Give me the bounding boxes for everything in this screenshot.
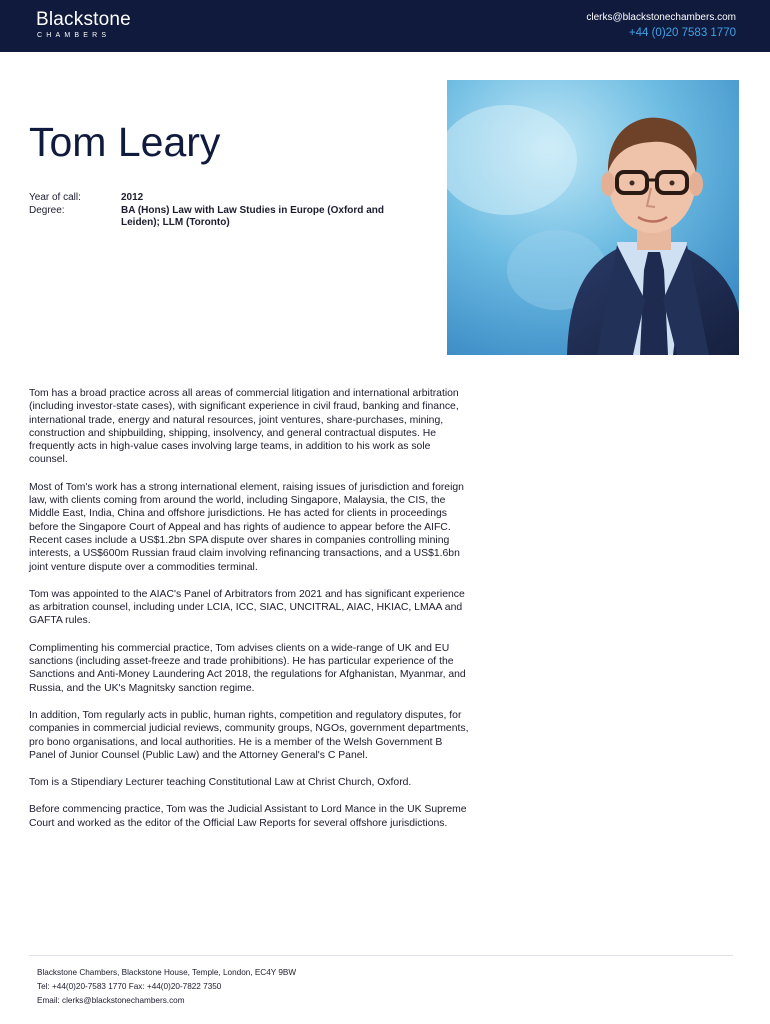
footer — [29, 955, 733, 1008]
footer-divider — [29, 955, 733, 956]
bio-paragraph: Tom has a broad practice across all areas of commercial litigation and international arbitration (including investor-state cases), with significant experience in civil fraud, banking and finance, international trade, energy and natural resources, joint ventures, share-purchases, mining, construction and shipbuilding, shipping, insolvency, and general contractual disputes. He frequently acts in high-value cases involving large teams, in addition to his work as sole counsel. — [29, 388, 459, 466]
detail-value: 2012 — [121, 192, 144, 203]
header-contact — [586, 11, 736, 41]
detail-label: Degree: — [29, 204, 65, 216]
profile-name: Tom Leary — [29, 119, 221, 165]
logo-subtitle: CHAMBERS — [37, 32, 111, 39]
footer-email[interactable]: Email: clerks@blackstonechambers.com — [37, 996, 185, 1005]
detail-label: Year of call: — [29, 192, 81, 203]
profile-details — [29, 192, 421, 230]
footer-contact — [37, 966, 733, 1008]
logo-wordmark: Blackstone — [36, 9, 131, 30]
portrait-illustration — [447, 80, 739, 355]
header-phone-link[interactable]: +44 (0)20 7583 1770 — [628, 27, 736, 39]
header-email-link[interactable]: clerks@blackstonechambers.com — [586, 12, 736, 23]
bio-paragraph: Tom is a Stipendiary Lecturer teaching Constitutional Law at Christ Church, Oxford. — [29, 777, 412, 789]
detail-row-year-of-call — [29, 192, 421, 205]
bio-paragraph: Before commencing practice, Tom was the Judicial Assistant to Lord Mance in the UK Supreme Court and worked as the editor of the Official Law Reports for several offshore jurisdictions. — [29, 804, 467, 829]
bio-paragraph: Complimenting his commercial practice, Tom advises clients on a wide-range of UK and EU sanctions (including asset-freeze and trade prohibitions). He has particular experience of the Sanctions and Anti-Money Laundering Act 2018, the regulations for Afghanistan, Myanmar, and Russia, and the UK's Magnitsky sanction regime. — [29, 642, 466, 694]
bio-paragraph: In addition, Tom regularly acts in public, human rights, competition and regulatory disputes, for companies in commercial judicial reviews, community groups, NGOs, government departments, pro bono organisations, and local authorities. He is a member of the Welsh Government B Panel of Junior Counsel (Public Law) and the Attorney General's C Panel. — [29, 709, 469, 761]
detail-row-degree — [29, 205, 421, 230]
biography — [29, 387, 471, 844]
detail-value: BA (Hons) Law with Law Studies in Europe (Oxford and Leiden); LLM (Toronto) — [121, 204, 384, 228]
blackstone-logo[interactable] — [36, 10, 131, 39]
header-bar — [0, 0, 770, 52]
profile-photo — [447, 80, 739, 355]
footer-phone-fax[interactable]: Tel: +44(0)20-7583 1770 Fax: +44(0)20-7822 7350 — [37, 982, 222, 991]
footer-address: Blackstone Chambers, Blackstone House, Temple, London, EC4Y 9BW — [37, 968, 297, 977]
bio-paragraph: Tom was appointed to the AIAC's Panel of Arbitrators from 2021 and has significant experience as arbitration counsel, including under LCIA, ICC, SIAC, UNCITRAL, AIAC, HKIAC, LMAA and GAFTA rules. — [29, 588, 465, 627]
bio-paragraph: Most of Tom's work has a strong international element, raising issues of jurisdiction and foreign law, with clients coming from around the world, including Singapore, Malaysia, the CIS, the Middle East, India, China and offshore jurisdictions. He has acted for clients in proceedings before the Singapore Court of Appeal and has rights of audience to appear before the AIFC. Recent cases include a US$1.2bn SPA dispute over shares in companies controlling mining interests, a US$600m Russian fraud claim involving refinancing transactions, and a US$1.6bn joint venture dispute over a commodities terminal. — [29, 481, 464, 573]
